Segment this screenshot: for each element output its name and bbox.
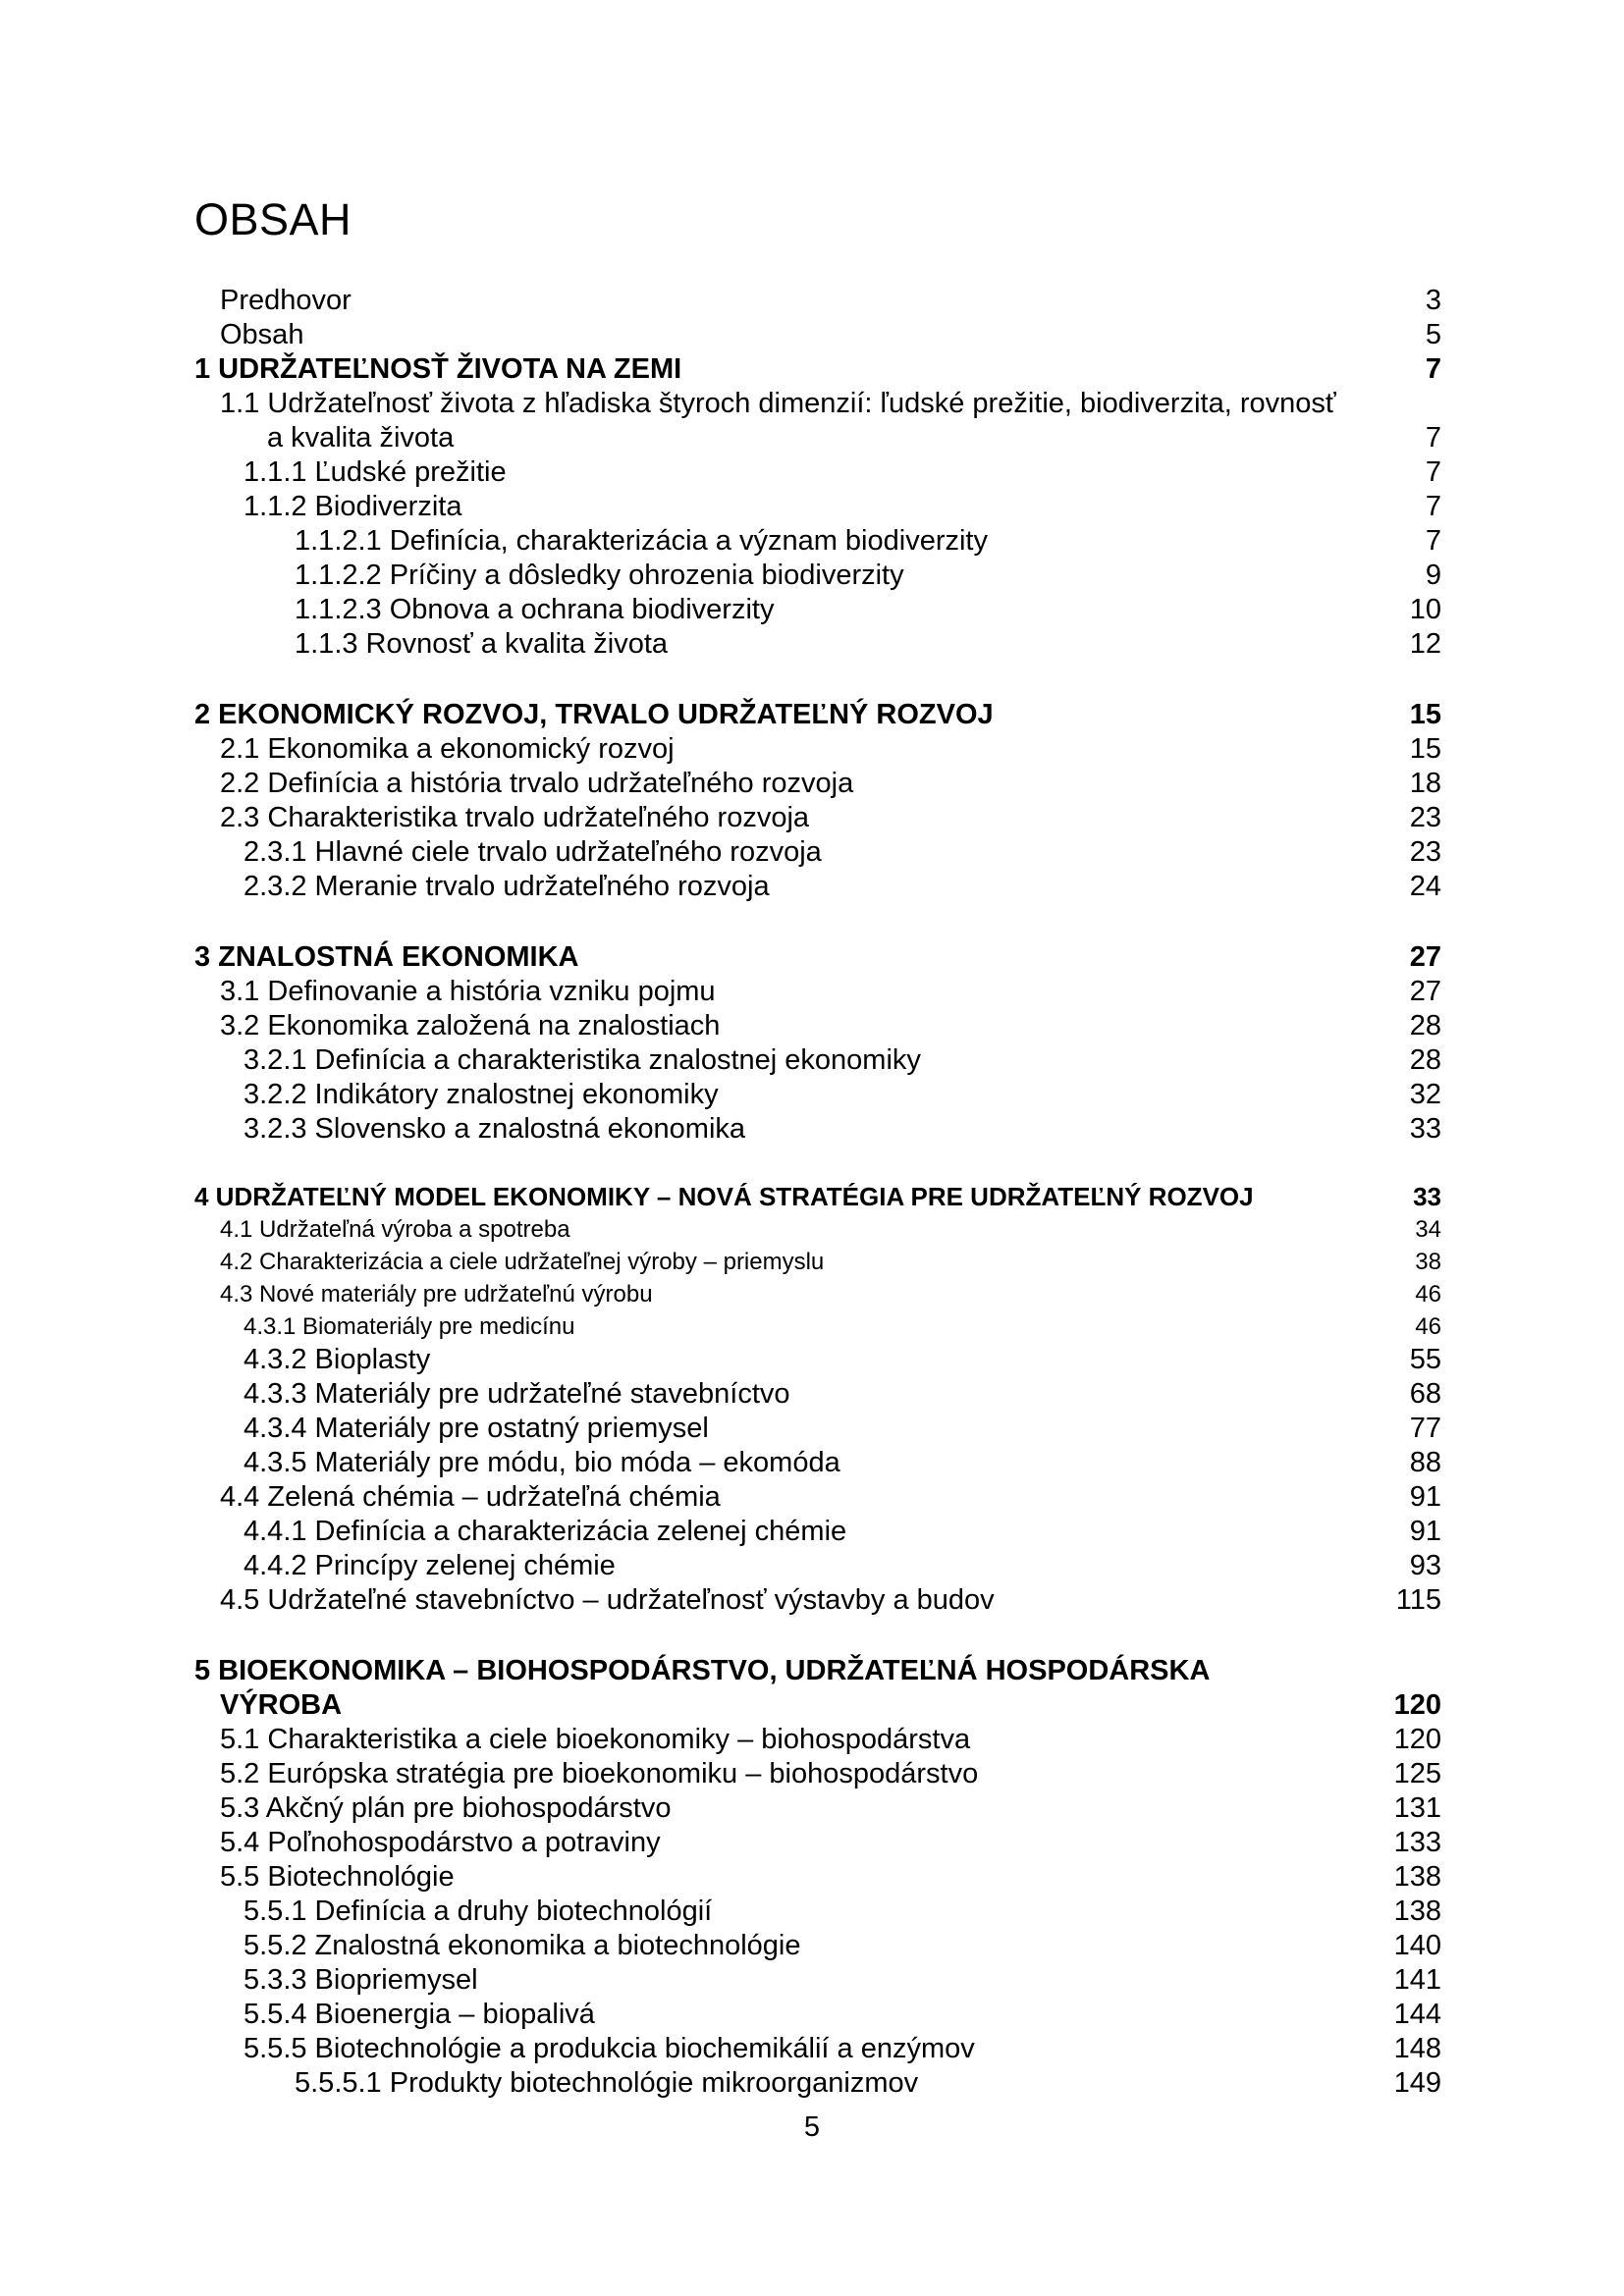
toc-entry-page: 23 bbox=[1409, 802, 1441, 833]
toc-entry bbox=[0, 767, 1624, 801]
toc-entry-title: Obsah bbox=[220, 319, 304, 350]
toc-entry-title: 2.2 Definícia a história trvalo udržateľného rozvoja bbox=[220, 768, 854, 799]
toc-entry bbox=[0, 627, 1624, 662]
toc-entry-page: 18 bbox=[1409, 768, 1441, 799]
toc-entry-page: 138 bbox=[1393, 1861, 1441, 1893]
toc-entry bbox=[0, 1583, 1624, 1618]
toc-entry bbox=[0, 455, 1624, 490]
toc-entry bbox=[0, 1279, 1624, 1313]
toc-entry-page: 120 bbox=[1393, 1689, 1441, 1721]
toc-entry-title: 1.1.2.3 Obnova a ochrana biodiverzity bbox=[295, 594, 775, 625]
toc-entry bbox=[0, 1112, 1624, 1147]
toc-entry bbox=[0, 1757, 1624, 1791]
toc-entry-page: 3 bbox=[1425, 285, 1441, 316]
page-number: 5 bbox=[803, 2111, 821, 2143]
toc-entry-page: 46 bbox=[1415, 1313, 1441, 1340]
toc-entry-page: 46 bbox=[1415, 1281, 1441, 1308]
toc-entry bbox=[0, 524, 1624, 559]
toc-entry-title: 4.4.1 Definícia a charakterizácia zelenej chémie bbox=[244, 1516, 847, 1547]
toc-entry-page: 38 bbox=[1415, 1249, 1441, 1275]
toc-entry-title: 4.3 Nové materiály pre udržateľnú výrobu bbox=[220, 1281, 653, 1308]
toc-entry bbox=[0, 1723, 1624, 1757]
toc-entry-title: 4.5 Udržateľné stavebníctvo – udržateľnosť výstavby a budov bbox=[220, 1584, 995, 1616]
toc-entry bbox=[0, 732, 1624, 767]
toc-entry-title: 4.4.2 Princípy zelenej chémie bbox=[244, 1550, 616, 1581]
toc-entry bbox=[0, 490, 1624, 524]
toc-entry-title: 5.3 Akčný plán pre biohospodárstvo bbox=[220, 1792, 672, 1824]
toc-entry-title: 1.1.3 Rovnosť a kvalita života bbox=[295, 628, 669, 660]
toc-entry bbox=[0, 1247, 1624, 1281]
toc-entry-page: 15 bbox=[1409, 699, 1441, 730]
toc-entry-title: 4.2 Charakterizácia a ciele udržateľnej výroby – priemyslu bbox=[220, 1249, 825, 1275]
toc-entry-title: 3 ZNALOSTNÁ EKONOMIKA bbox=[194, 941, 579, 973]
toc-entry-title: 3.2.1 Definícia a charakteristika znalostnej ekonomiky bbox=[244, 1044, 921, 1076]
toc-entry-title: 5.5.5 Biotechnológie a produkcia biochemikálií a enzýmov bbox=[244, 2033, 975, 2064]
toc-entry-page: 9 bbox=[1425, 560, 1441, 591]
toc-entry-page: 33 bbox=[1409, 1113, 1441, 1145]
toc-entry-title: 4.3.3 Materiály pre udržateľné stavebníctvo bbox=[244, 1378, 790, 1410]
toc-entry-page: 23 bbox=[1409, 836, 1441, 868]
toc-entry-page: 7 bbox=[1425, 525, 1441, 557]
toc-entry bbox=[0, 975, 1624, 1009]
toc-entry bbox=[0, 1078, 1624, 1112]
toc-entry bbox=[0, 387, 1624, 421]
toc-entry-page: 12 bbox=[1409, 628, 1441, 660]
toc-chapter bbox=[0, 698, 1624, 732]
toc-entry bbox=[0, 1860, 1624, 1895]
toc-entry-page: 77 bbox=[1409, 1413, 1441, 1444]
toc-entry bbox=[0, 1412, 1624, 1446]
toc-entry-page: 120 bbox=[1393, 1724, 1441, 1755]
toc-entry-page: 27 bbox=[1409, 941, 1441, 973]
toc-entry-page: 149 bbox=[1393, 2067, 1441, 2099]
toc-entry bbox=[0, 835, 1624, 870]
toc-entry bbox=[0, 1446, 1624, 1480]
toc-entry-title: 3.2.2 Indikátory znalostnej ekonomiky bbox=[244, 1079, 719, 1110]
toc-entry bbox=[0, 1929, 1624, 1963]
toc-entry-page: 133 bbox=[1393, 1827, 1441, 1858]
toc-chapter bbox=[0, 352, 1624, 387]
toc-entry-page: 7 bbox=[1425, 456, 1441, 488]
toc-entry-title: 3.2 Ekonomika založená na znalostiach bbox=[220, 1010, 721, 1041]
toc-entry-title: 5.5.1 Definícia a druhy biotechnológií bbox=[244, 1896, 713, 1927]
toc-entry-title: 4.3.5 Materiály pre módu, bio móda – ekomóda bbox=[244, 1447, 840, 1478]
toc-entry-page: 88 bbox=[1409, 1447, 1441, 1478]
toc-entry-page: 27 bbox=[1409, 976, 1441, 1007]
toc-entry-page: 24 bbox=[1409, 871, 1441, 902]
toc-entry bbox=[0, 2032, 1624, 2066]
toc-entry-page: 115 bbox=[1395, 1584, 1441, 1616]
toc-entry-title: Predhovor bbox=[220, 285, 352, 316]
toc-entry-page: 55 bbox=[1409, 1344, 1441, 1375]
toc-entry-title: 5.2 Európska stratégia pre bioekonomiku – biohospodárstvo bbox=[220, 1758, 979, 1789]
toc-chapter bbox=[0, 1181, 1624, 1215]
toc-entry bbox=[0, 801, 1624, 835]
toc-entry-title: VÝROBA bbox=[220, 1689, 343, 1721]
toc-entry-title: 1.1.1 Ľudské prežitie bbox=[244, 456, 507, 488]
toc-entry-page: 33 bbox=[1413, 1182, 1441, 1211]
toc-entry-page: 131 bbox=[1393, 1792, 1441, 1824]
toc-entry-title: 1 UDRŽATEĽNOSŤ ŽIVOTA NA ZEMI bbox=[194, 353, 682, 385]
toc-entry-title: 5.5.4 Bioenergia – biopalivá bbox=[244, 1999, 595, 2030]
toc-entry bbox=[0, 1515, 1624, 1549]
toc-entry-title: a kvalita života bbox=[267, 422, 455, 454]
toc-entry bbox=[0, 593, 1624, 627]
toc-entry-page: 91 bbox=[1409, 1481, 1441, 1513]
toc-entry-title: 2.3 Charakteristika trvalo udržateľného rozvoja bbox=[220, 802, 810, 833]
toc-entry-page: 5 bbox=[1425, 319, 1441, 350]
toc-entry-page: 148 bbox=[1393, 2033, 1441, 2064]
toc-entry-title: 2.1 Ekonomika a ekonomický rozvoj bbox=[220, 733, 675, 765]
toc-entry bbox=[0, 1311, 1624, 1346]
toc-entry-title: 1.1 Udržateľnosť života z hľadiska štyroch dimenzií: ľudské prežitie, biodiverzita, rovnosť bbox=[220, 388, 1336, 419]
toc-entry-title: 3.2.3 Slovensko a znalostná ekonomika bbox=[244, 1113, 746, 1145]
toc-entry-title: 3.1 Definovanie a história vzniku pojmu bbox=[220, 976, 716, 1007]
toc-entry bbox=[0, 1895, 1624, 1929]
toc-entry-page: 7 bbox=[1425, 422, 1441, 454]
toc-entry bbox=[0, 284, 1624, 318]
toc-entry-page: 125 bbox=[1393, 1758, 1441, 1789]
toc-chapter bbox=[0, 940, 1624, 975]
toc-entry-title: 2.3.2 Meranie trvalo udržateľného rozvoja bbox=[244, 871, 770, 902]
toc-entry bbox=[0, 318, 1624, 352]
toc-entry-page: 91 bbox=[1409, 1516, 1441, 1547]
toc-entry-title: 1.1.2.1 Definícia, charakterizácia a význam biodiverzity bbox=[295, 525, 988, 557]
toc-entry bbox=[0, 1343, 1624, 1377]
toc-entry bbox=[0, 1963, 1624, 1998]
toc-entry-page: 34 bbox=[1415, 1216, 1441, 1243]
toc-entry-page: 28 bbox=[1409, 1010, 1441, 1041]
toc-entry-page: 7 bbox=[1425, 353, 1441, 385]
toc-entry-title: 4.3.2 Bioplasty bbox=[244, 1344, 431, 1375]
toc-entry bbox=[0, 421, 1624, 455]
toc-entry-title: 5.5.5.1 Produkty biotechnológie mikroorganizmov bbox=[295, 2067, 919, 2099]
toc-entry bbox=[0, 1009, 1624, 1043]
toc-entry-title: 4.3.4 Materiály pre ostatný priemysel bbox=[244, 1413, 709, 1444]
toc-entry-title: 1.1.2 Biodiverzita bbox=[244, 491, 462, 522]
toc-entry-page: 140 bbox=[1393, 1930, 1441, 1961]
toc-entry-title: 4.4 Zelená chémia – udržateľná chémia bbox=[220, 1481, 721, 1513]
toc-entry bbox=[0, 1791, 1624, 1826]
toc-entry-title: 5 BIOEKONOMIKA – BIOHOSPODÁRSTVO, UDRŽATEĽNÁ HOSPODÁRSKA bbox=[194, 1655, 1211, 1686]
toc-entry bbox=[0, 1377, 1624, 1412]
toc-entry-title: 2 EKONOMICKÝ ROZVOJ, TRVALO UDRŽATEĽNÝ ROZVOJ bbox=[194, 699, 994, 730]
toc-chapter bbox=[0, 1654, 1624, 1688]
toc-entry-title: 4.1 Udržateľná výroba a spotreba bbox=[220, 1216, 570, 1243]
toc-entry bbox=[0, 870, 1624, 904]
toc-entry-page: 93 bbox=[1409, 1550, 1441, 1581]
toc-entry bbox=[0, 1826, 1624, 1860]
toc-entry bbox=[0, 559, 1624, 593]
toc-entry-page: 15 bbox=[1409, 733, 1441, 765]
toc-entry bbox=[0, 2066, 1624, 2101]
toc-entry-title: 5.3.3 Biopriemysel bbox=[244, 1964, 478, 1996]
toc-entry-page: 32 bbox=[1409, 1079, 1441, 1110]
toc-entry bbox=[0, 1214, 1624, 1249]
toc-entry-title: 1.1.2.2 Príčiny a dôsledky ohrozenia biodiverzity bbox=[295, 560, 904, 591]
toc-entry-page: 28 bbox=[1409, 1044, 1441, 1076]
toc-entry bbox=[0, 1998, 1624, 2032]
toc-entry-title: 5.1 Charakteristika a ciele bioekonomiky – biohospodárstva bbox=[220, 1724, 971, 1755]
toc-entry-page: 68 bbox=[1409, 1378, 1441, 1410]
toc-chapter bbox=[0, 1688, 1624, 1723]
toc-entry-page: 144 bbox=[1393, 1999, 1441, 2030]
toc-entry-page: 10 bbox=[1409, 594, 1441, 625]
page-title: OBSAH bbox=[194, 194, 352, 244]
toc-entry-page: 7 bbox=[1425, 491, 1441, 522]
toc-entry-title: 5.5.2 Znalostná ekonomika a biotechnológie bbox=[244, 1930, 801, 1961]
toc-entry-title: 2.3.1 Hlavné ciele trvalo udržateľného rozvoja bbox=[244, 836, 822, 868]
toc-entry-title: 4 UDRŽATEĽNÝ MODEL EKONOMIKY – NOVÁ STRATÉGIA PRE UDRŽATEĽNÝ ROZVOJ bbox=[194, 1182, 1254, 1211]
toc-entry-title: 5.4 Poľnohospodárstvo a potraviny bbox=[220, 1827, 661, 1858]
toc-entry-title: 5.5 Biotechnológie bbox=[220, 1861, 455, 1893]
toc-entry bbox=[0, 1549, 1624, 1583]
toc-entry-page: 141 bbox=[1393, 1964, 1441, 1996]
toc-entry bbox=[0, 1480, 1624, 1515]
toc-entry-title: 4.3.1 Biomateriály pre medicínu bbox=[244, 1313, 575, 1340]
toc-entry bbox=[0, 1043, 1624, 1078]
toc-entry-page: 138 bbox=[1393, 1896, 1441, 1927]
